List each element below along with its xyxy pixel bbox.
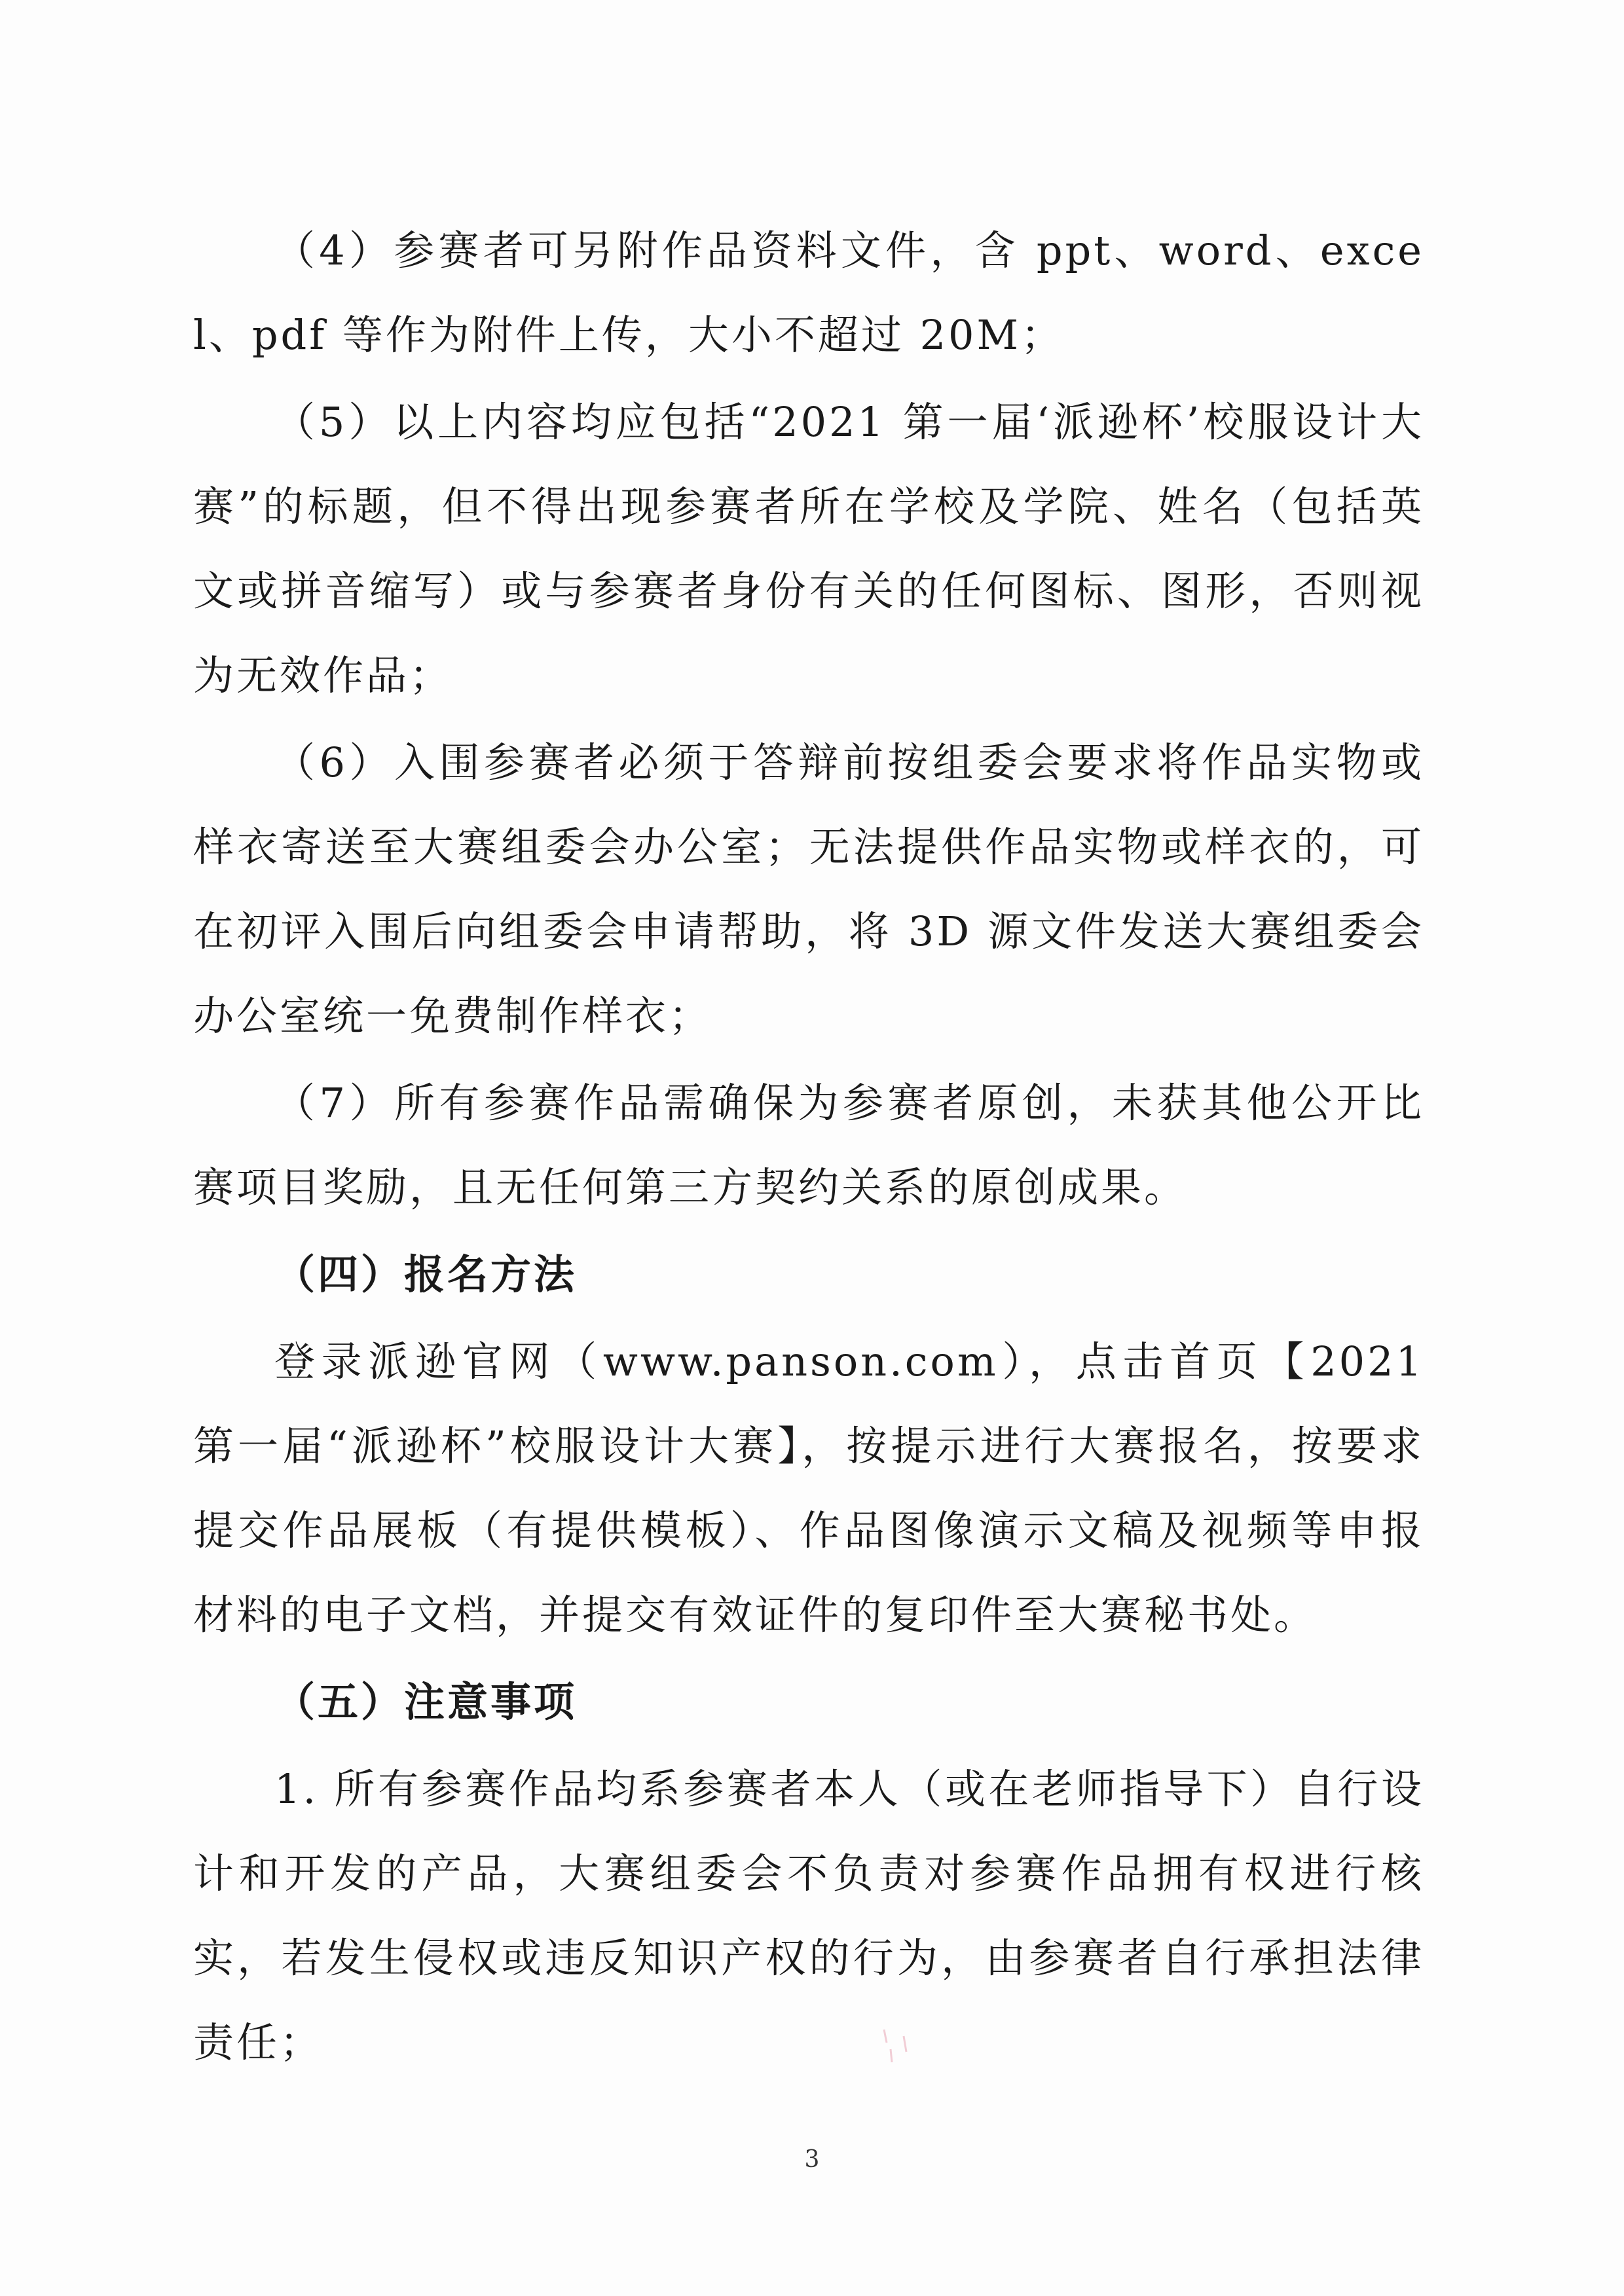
paragraph-note-1: 1. 所有参赛作品均系参赛者本人（或在老师指导下）自行设计和开发的产品，大赛组委会不负责对参赛作品拥有权进行核实，若发生侵权或违反知识产权的行为，由参赛者自行承担法律责任； [193,1765,1424,2066]
section-heading-notes: （五）注意事项 [274,1678,578,1726]
section-heading-registration: （四）报名方法 [274,1250,578,1298]
document-body [193,208,1424,2087]
seal-fragment-icon [877,2023,917,2075]
paragraph-item-6: （6）入围参赛者必须于答辩前按组委会要求将作品实物或样衣寄送至大赛组委会办公室；无法提供作品实物或样衣的，可在初评入围后向组委会申请帮助，将 3D 源文件发送大赛组委会办公室统一免费制作样衣； [193,738,1424,1040]
paragraph-item-4: （4）参赛者可另附作品资料文件，含 ppt、word、excel、pdf 等作为附件上传，大小不超过 20M； [193,227,1424,359]
paragraph-item-7: （7）所有参赛作品需确保为参赛者原创，未获其他公开比赛项目奖励，且无任何第三方契约关系的原创成果。 [193,1079,1424,1211]
page-number: 3 [804,2146,820,2173]
paragraph-registration-method: 登录派逊官网（www.panson.com），点击首页【2021 第一届“派逊杯”校服设计大赛】，按提示进行大赛报名，按要求提交作品展板（有提供模板）、作品图像演示文稿及视频等申报材料的电子文档，并提交有效证件的复印件至大赛秘书处。 [193,1338,1424,1639]
paragraph-item-5: （5）以上内容均应包括“2021 第一届‘派逊杯’校服设计大赛”的标题，但不得出现参赛者所在学校及学院、姓名（包括英文或拼音缩写）或与参赛者身份有关的任何图标、图形，否则视为无效作品； [193,398,1424,699]
